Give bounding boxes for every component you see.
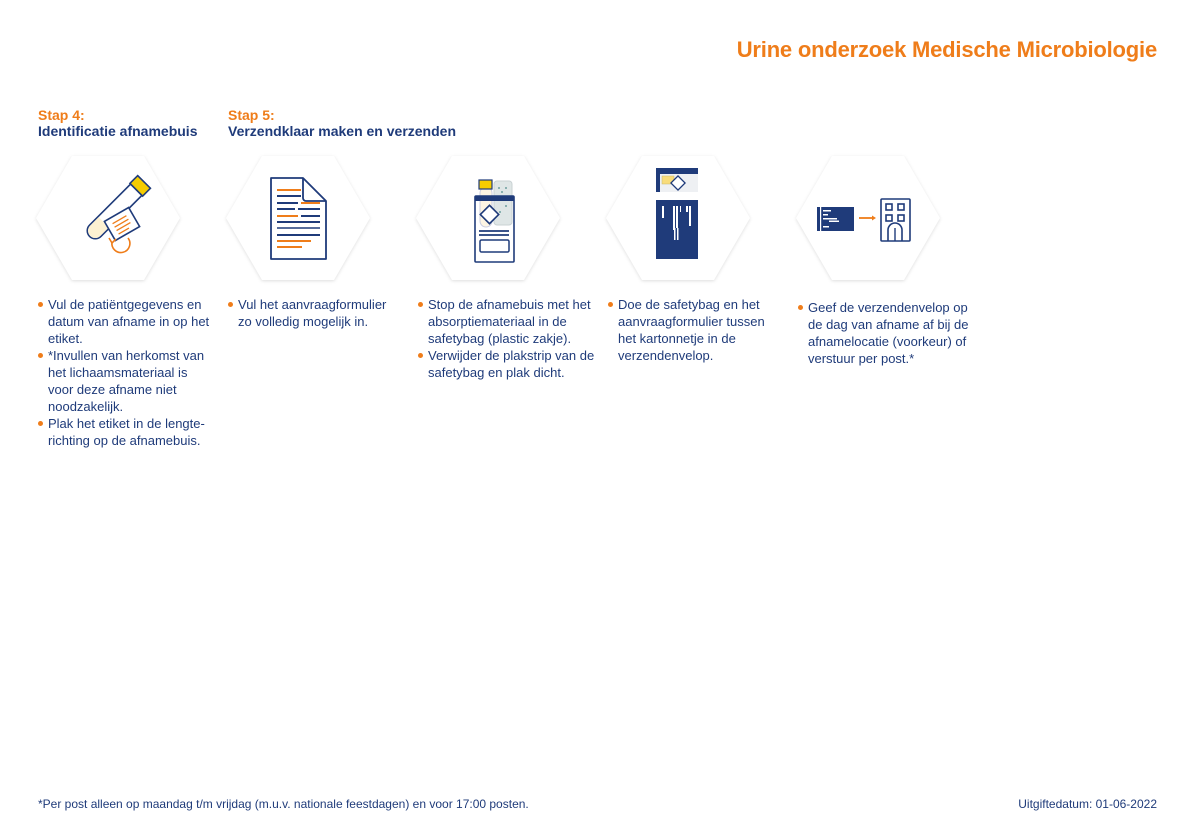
panel-1-hexagon	[36, 156, 180, 280]
panel-4-hexagon	[606, 156, 750, 280]
panel-1-instructions	[37, 296, 212, 449]
issue-date: Uitgiftedatum: 01-06-2022	[1018, 797, 1157, 811]
panel-4-instructions	[607, 296, 782, 364]
list-item: Plak het etiket in de lengte-richting op de afnamebuis.	[37, 415, 212, 449]
request-form-icon	[226, 156, 370, 280]
list-item: Verwijder de plakstrip van de safetybag en plak dicht.	[417, 347, 597, 381]
step-4-title: Identificatie afnamebuis	[38, 123, 198, 139]
footnote: *Per post alleen op maandag t/m vrijdag (m.u.v. nationale feestdagen) en voor 17:00 posten.	[38, 797, 529, 811]
panel-2-instructions	[227, 296, 402, 330]
labeled-tube-icon	[36, 156, 180, 280]
panel-5-instructions	[797, 299, 975, 367]
panel-3-hexagon	[416, 156, 560, 280]
panel-3-instructions	[417, 296, 597, 381]
step-5-header	[228, 107, 456, 139]
shipping-envelope-icon	[606, 156, 750, 280]
list-item: *Invullen van herkomst van het lichaamsmateriaal is voor deze afname niet noodzakelijk.	[37, 347, 212, 415]
panel-2-hexagon	[226, 156, 370, 280]
step-4-header	[38, 107, 197, 139]
envelope-to-building-icon	[796, 156, 940, 280]
list-item: Vul de patiëntgegevens en datum van afname in op het etiket.	[37, 296, 212, 347]
panel-5-hexagon	[796, 156, 940, 280]
document-title: Urine onderzoek Medische Microbiologie	[736, 37, 1157, 62]
step-5-title: Verzendklaar maken en verzenden	[228, 123, 456, 139]
safetybag-icon	[416, 156, 560, 280]
step-5-number: Stap 5:	[228, 107, 275, 123]
list-item: Geef de verzendenvelop op de dag van afname af bij de afnamelocatie (voorkeur) of verstuur per post.*	[797, 299, 975, 367]
list-item: Vul het aanvraagformulier zo volledig mogelijk in.	[227, 296, 402, 330]
list-item: Stop de afnamebuis met het absorptiemateriaal in de safetybag (plastic zakje).	[417, 296, 597, 347]
list-item: Doe de safetybag en het aanvraagformulier tussen het kartonnetje in de verzendenvelop.	[607, 296, 782, 364]
step-4-number: Stap 4:	[38, 107, 85, 123]
